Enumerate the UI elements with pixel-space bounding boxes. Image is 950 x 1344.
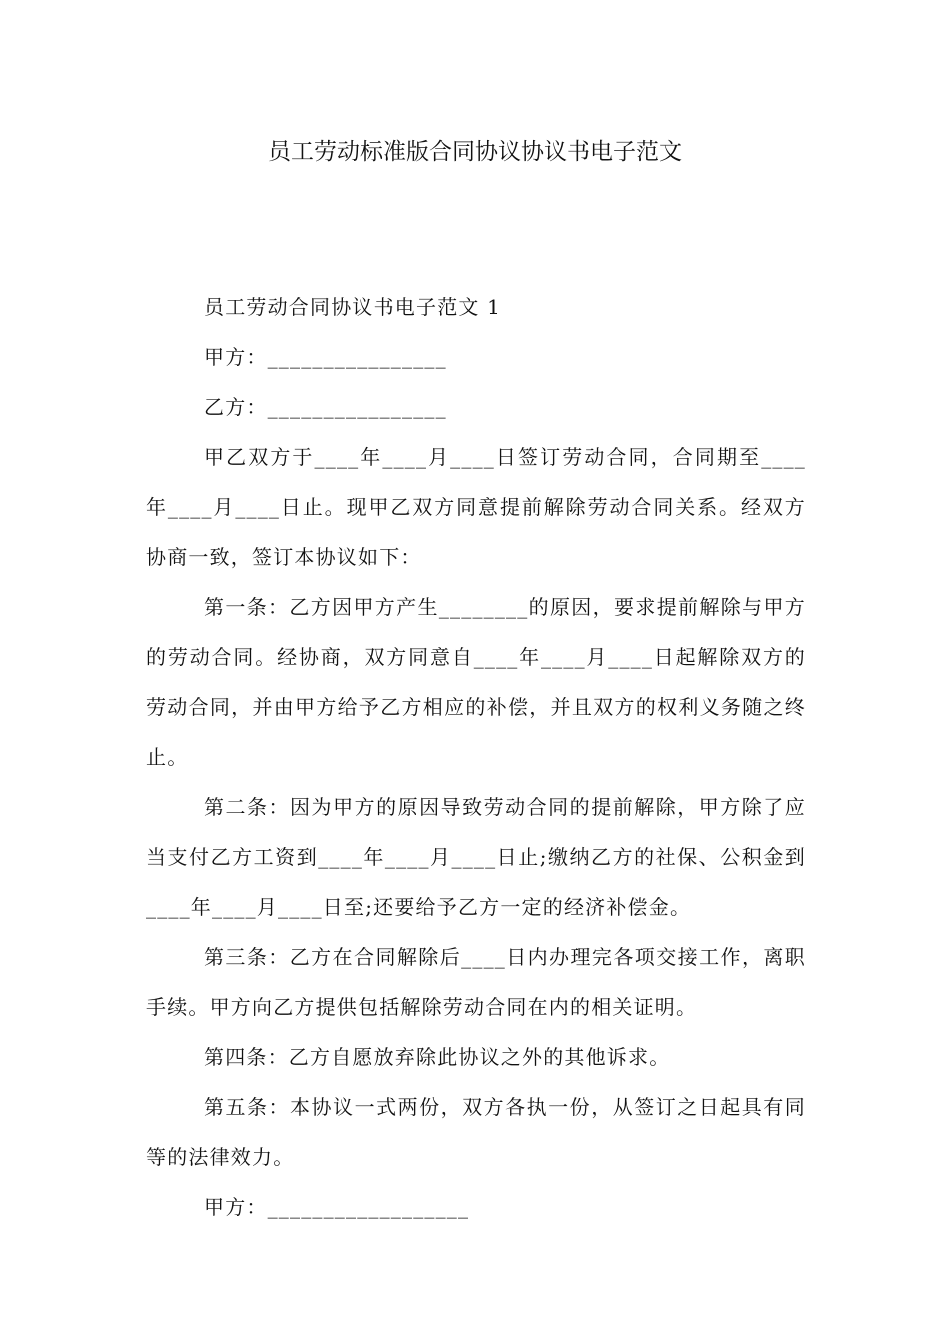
- signature-party-a: 甲方：__________________: [204, 1195, 470, 1219]
- section-heading: 员工劳动合同协议书电子范文 1: [204, 295, 502, 319]
- party-b-line: 乙方：________________: [204, 395, 447, 419]
- paragraph-intro: 甲乙双方于____年____月____日签订劳动合同，合同期至____年____月____日止。现甲乙双方同意提前解除劳动合同关系。经双方协商一致，签订本协议如下：: [146, 445, 806, 569]
- paragraph-article-2: 第二条：因为甲方的原因导致劳动合同的提前解除，甲方除了应当支付乙方工资到____年____月____日止;缴纳乙方的社保、公积金到____年____月____日至;还要给予乙方一定的经济补偿金。: [146, 795, 806, 919]
- paragraph-article-5: 第五条：本协议一式两份，双方各执一份，从签订之日起具有同等的法律效力。: [146, 1095, 806, 1169]
- paragraph-article-3: 第三条：乙方在合同解除后____日内办理完各项交接工作，离职手续。甲方向乙方提供包括解除劳动合同在内的相关证明。: [146, 945, 806, 1019]
- document-title: 员工劳动标准版合同协议协议书电子范文: [268, 139, 682, 165]
- document-body: [146, 282, 806, 1232]
- party-a-line: 甲方：________________: [204, 345, 447, 369]
- paragraph-article-1: 第一条：乙方因甲方产生________的原因，要求提前解除与甲方的劳动合同。经协商，双方同意自____年____月____日起解除双方的劳动合同，并由甲方给予乙方相应的补偿，并且双方的权利义务随之终止。: [146, 595, 806, 769]
- paragraph-article-4: 第四条：乙方自愿放弃除此协议之外的其他诉求。: [204, 1045, 671, 1069]
